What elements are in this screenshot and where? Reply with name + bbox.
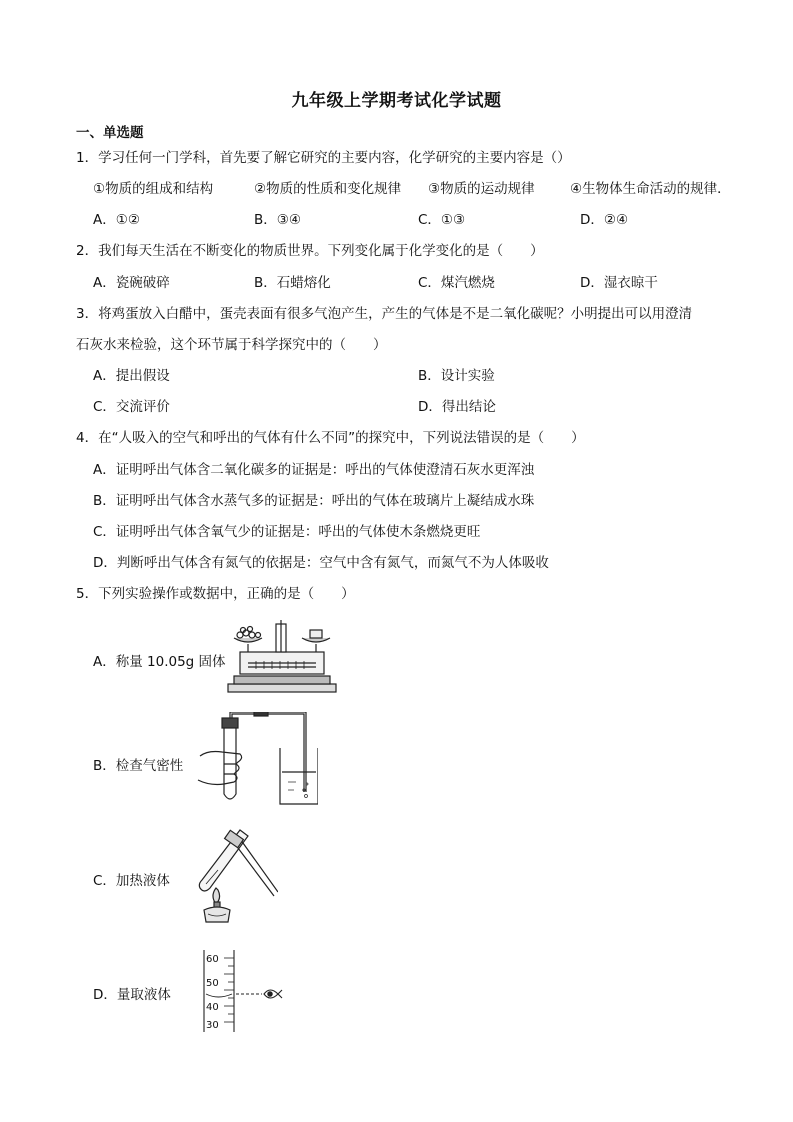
cylinder-tick-60: 60 — [206, 954, 219, 965]
q4-option-b: B．证明呼出气体含水蒸气多的证据是：呼出的气体在玻璃片上凝结成水珠 — [93, 493, 535, 509]
airtight-check-figure — [194, 712, 318, 808]
q1-statement-3: ③物质的运动规律 — [428, 181, 535, 197]
q4-option-a: A．证明呼出气体含二氧化碳多的证据是：呼出的气体使澄清石灰水更浑浊 — [93, 462, 535, 478]
q3-option-d: D．得出结论 — [418, 399, 496, 415]
q1-statement-4: ④生物体生命活动的规律． — [570, 181, 731, 197]
q1-statement-2: ②物质的性质和变化规律 — [254, 181, 402, 197]
q3-stem-line2: 石灰水来检验，这个环节属于科学探究中的（ ） — [76, 337, 387, 353]
q1-option-d: D．②④ — [580, 212, 629, 228]
q1-option-b: B．③④ — [254, 212, 301, 228]
q5-stem: 5．下列实验操作或数据中，正确的是（ ） — [76, 586, 355, 602]
q2-stem: 2．我们每天生活在不断变化的物质世界。下列变化属于化学变化的是（ ） — [76, 243, 544, 259]
q5-option-d: D．量取液体 — [93, 987, 171, 1003]
q4-option-c: C．证明呼出气体含氧气少的证据是：呼出的气体使木条燃烧更旺 — [93, 524, 481, 540]
q5-option-a: A．称量 10.05g 固体 — [93, 654, 226, 670]
q3-option-a: A．提出假设 — [93, 368, 170, 384]
cylinder-tick-50: 50 — [206, 978, 219, 989]
q3-stem-line1: 3．将鸡蛋放入白醋中，蛋壳表面有很多气泡产生，产生的气体是不是二氧化碳呢？小明提出可以用澄清 — [76, 306, 693, 322]
q1-option-c: C．①③ — [418, 212, 466, 228]
q3-option-c: C．交流评价 — [93, 399, 170, 415]
page-title: 九年级上学期考试化学试题 — [291, 91, 502, 111]
cylinder-tick-40: 40 — [206, 1002, 219, 1013]
measuring-cylinder-figure — [200, 948, 290, 1034]
section-heading: 一、单选题 — [76, 125, 144, 141]
q2-option-a: A．瓷碗破碎 — [93, 275, 170, 291]
q1-stem: 1．学习任何一门学科，首先要了解它研究的主要内容，化学研究的主要内容是（） — [76, 150, 571, 166]
q4-stem: 4．在“人吸入的空气和呼出的气体有什么不同”的探究中，下列说法错误的是（ ） — [76, 430, 585, 446]
heating-liquid-figure — [182, 826, 278, 926]
q5-option-c: C．加热液体 — [93, 873, 170, 889]
q2-option-d: D．湿衣晾干 — [580, 275, 658, 291]
q1-statement-1: ①物质的组成和结构 — [93, 181, 214, 197]
q2-option-b: B．石蜡熔化 — [254, 275, 331, 291]
cylinder-tick-30: 30 — [206, 1020, 219, 1031]
q2-option-c: C．煤汽燃烧 — [418, 275, 495, 291]
q3-option-b: B．设计实验 — [418, 368, 495, 384]
q5-option-b: B．检查气密性 — [93, 758, 184, 774]
balance-figure — [226, 618, 338, 694]
q1-option-a: A．①② — [93, 212, 140, 228]
q4-option-d: D．判断呼出气体含有氮气的依据是：空气中含有氮气，而氮气不为人体吸收 — [93, 555, 549, 571]
